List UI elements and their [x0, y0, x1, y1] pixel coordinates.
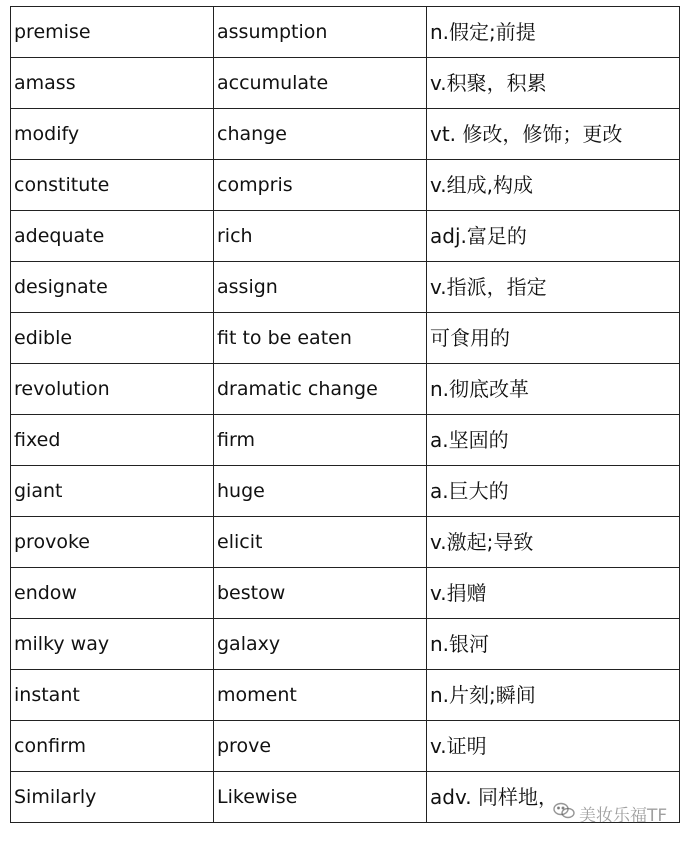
synonym-cell: prove — [214, 721, 427, 772]
synonym-cell: assumption — [214, 7, 427, 58]
definition-cell: n.假定;前提 — [427, 7, 680, 58]
definition-cell: adv. 同样地， — [427, 772, 680, 823]
synonym-cell: elicit — [214, 517, 427, 568]
vocabulary-table — [10, 6, 680, 823]
table-row — [11, 364, 680, 415]
word-cell: milky way — [11, 619, 214, 670]
definition-cell: v.激起;导致 — [427, 517, 680, 568]
synonym-cell: Likewise — [214, 772, 427, 823]
table-row — [11, 7, 680, 58]
word-cell: instant — [11, 670, 214, 721]
synonym-cell: fit to be eaten — [214, 313, 427, 364]
word-cell: modify — [11, 109, 214, 160]
definition-cell: v.证明 — [427, 721, 680, 772]
definition-cell: v.组成,构成 — [427, 160, 680, 211]
table-row — [11, 568, 680, 619]
word-cell: amass — [11, 58, 214, 109]
synonym-cell: change — [214, 109, 427, 160]
definition-cell: a.巨大的 — [427, 466, 680, 517]
synonym-cell: rich — [214, 211, 427, 262]
word-cell: giant — [11, 466, 214, 517]
table-row — [11, 721, 680, 772]
synonym-cell: accumulate — [214, 58, 427, 109]
table-row — [11, 211, 680, 262]
synonym-cell: galaxy — [214, 619, 427, 670]
vocabulary-table-body — [11, 7, 680, 823]
definition-cell: n.彻底改革 — [427, 364, 680, 415]
definition-cell: vt. 修改，修饰；更改 — [427, 109, 680, 160]
synonym-cell: firm — [214, 415, 427, 466]
word-cell: premise — [11, 7, 214, 58]
word-cell: edible — [11, 313, 214, 364]
table-row — [11, 466, 680, 517]
synonym-cell: bestow — [214, 568, 427, 619]
definition-cell: v.捐赠 — [427, 568, 680, 619]
synonym-cell: assign — [214, 262, 427, 313]
word-cell: revolution — [11, 364, 214, 415]
synonym-cell: dramatic change — [214, 364, 427, 415]
table-row — [11, 415, 680, 466]
word-cell: designate — [11, 262, 214, 313]
definition-cell: n.片刻;瞬间 — [427, 670, 680, 721]
synonym-cell: moment — [214, 670, 427, 721]
word-cell: Similarly — [11, 772, 214, 823]
table-row — [11, 517, 680, 568]
table-row — [11, 160, 680, 211]
definition-cell: v.指派，指定 — [427, 262, 680, 313]
table-row — [11, 262, 680, 313]
word-cell: provoke — [11, 517, 214, 568]
definition-cell: a.坚固的 — [427, 415, 680, 466]
word-cell: adequate — [11, 211, 214, 262]
definition-cell: v.积聚，积累 — [427, 58, 680, 109]
table-row — [11, 109, 680, 160]
word-cell: confirm — [11, 721, 214, 772]
word-cell: constitute — [11, 160, 214, 211]
definition-cell: 可食用的 — [427, 313, 680, 364]
watermark-text: 美妆乐福TF — [579, 806, 668, 826]
table-row — [11, 772, 680, 823]
word-cell: endow — [11, 568, 214, 619]
definition-cell: n.银河 — [427, 619, 680, 670]
table-row — [11, 670, 680, 721]
definition-cell: adj.富足的 — [427, 211, 680, 262]
table-row — [11, 58, 680, 109]
table-row — [11, 619, 680, 670]
table-row — [11, 313, 680, 364]
synonym-cell: compris — [214, 160, 427, 211]
synonym-cell: huge — [214, 466, 427, 517]
word-cell: fixed — [11, 415, 214, 466]
